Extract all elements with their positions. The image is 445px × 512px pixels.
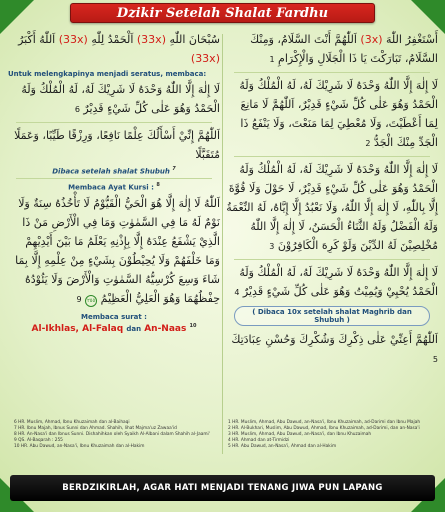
separator: [234, 156, 430, 157]
corner-ornament: [411, 0, 445, 34]
dzikir2-text: [226, 76, 438, 153]
footnote: 2 HR. Al-Bukhari, Muslim, Abu Dawud, Ahmad, Ibnu Khuzaimah, ad-Darimi, dan an-Nasa'i: [228, 426, 420, 431]
surah-name-b: An-Naas: [144, 323, 187, 334]
tahlil-text: [8, 80, 220, 119]
footnote-ref: 8: [156, 182, 160, 189]
footnote: 5 HR. Abu Dawud, an-Nasa'i, Ahmad dan al-Hakim: [228, 444, 337, 449]
right-footnotes: [228, 420, 438, 450]
footnote-ref: 3: [269, 242, 275, 251]
complete-label: Untuk melengkapinya menjadi seratus, membaca:: [8, 70, 207, 78]
dzikir3-line: لَا إِلٰهَ إِلَّا اللّٰهُ وَحْدَهُ لَا شَرِيْكَ لَهُ، لَهُ الْمُلْكُ وَلَهُ الْحَمْدُ وَهُوَ عَلٰى كُلِّ شَيْءٍ قَدِيْرٌ، لَا حَوْلَ وَلَا قُوَّةَ إِلَّا بِاللّٰهِ، لَا إِلٰهَ إِلَّا اللّٰهُ، وَلَا نَعْبُدُ إِلَّا إِيَّاهُ، لَهُ النِّعْمَةُ وَلَهُ الْفَضْلُ وَلَهُ الثَّنَاءُ الْحَسَنُ، لَا إِلٰهَ إِلَّا اللّٰهُ مُخْلِصِيْنَ لَهُ الدِّيْنَ وَلَوْ كَرِهَ الْكَافِرُوْنَ: [226, 163, 438, 252]
footnote: 7 HR. Ibnu Majah, Ibnus Sunni dan Ahmad. Shahih, lihat Majma'uz Zawaa'id: [14, 426, 177, 431]
closing-dua-text: [226, 330, 438, 369]
page-title: Dzikir Setelah Shalat Fardhu: [116, 5, 329, 21]
dzikir4-text: [226, 263, 438, 302]
footer-text: BERDZIKIRLAH, AGAR HATI MENJADI TENANG JIWA PUN LAPANG: [62, 483, 383, 493]
footnote: 3 HR. Muslim, Ahmad, Abu Dawud, an-Nasa'i, dan Ibnu Khuzaimah: [228, 432, 372, 437]
dzikir2-line: لَا إِلٰهَ إِلَّا اللّٰهُ وَحْدَهُ لَا شَرِيْكَ لَهُ، لَهُ الْمُلْكُ وَلَهُ الْحَمْدُ وَهُوَ عَلٰى كُلِّ شَيْءٍ قَدِيْرٌ، اَللّٰهُمَّ لَا مَانِعَ لِمَا أَعْطَيْتَ، وَلَا مُعْطِيَ لِمَا مَنَعْتَ، وَلَا يَنْفَعُ ذَا الْجَدِّ مِنْكَ الْجَدُّ: [239, 79, 438, 149]
subuh-dua-line: اَللّٰهُمَّ إِنِّيْ أَسْأَلُكَ عِلْمًا نَافِعًا، وَرِزْقًا طَيِّبًا، وَعَمَلًا مُتَقَبَّلًا: [14, 129, 220, 161]
subuh-dua-text: [8, 126, 220, 164]
tahlil-line: لَا إِلٰهَ إِلَّا اللّٰهُ وَحْدَهُ لَا شَرِيْكَ لَهُ، لَهُ الْمُلْكُ وَلَهُ الْحَمْدُ وَهُوَ عَلٰى كُلِّ شَيْءٍ قَدِيْرٌ: [21, 83, 220, 115]
ayat-kursi-text: [8, 194, 220, 309]
tasbih-line: سُبْحَانَ اللّٰهِ (33x) اَلْحَمْدُ لِلّٰهِ (33x) اَللّٰهُ أَكْبَرُ (33x): [18, 33, 220, 65]
footnote: 1 HR. Muslim, Ahmad, Abu Dawud, an-Nasa'i, Ibnu Khuzaimah, ad-Darimi dan Ibnu Majah: [228, 420, 421, 425]
separator: [16, 122, 212, 123]
footer-banner: [10, 475, 435, 501]
footnote-ref: 1: [269, 55, 275, 64]
maghrib-note: ( Dibaca 10x setelah shalat Maghrib dan Shubuh ): [234, 306, 430, 326]
footnote: 8 HR. An-Nasa'i dan Ibnus Sunni. Dishahihkan oleh Syaikh Al-Albani dalam Shahih al-Jaami': [14, 432, 210, 437]
subuh-label: [8, 166, 220, 175]
surah-and: dan: [126, 324, 142, 333]
tasbih-text: [8, 30, 220, 68]
footnote-ref: 5: [432, 355, 438, 364]
footnote: 4 HR. Ahmad dan at-Tirmidzi: [228, 438, 290, 443]
footnote-ref: 10: [189, 322, 197, 329]
separator: [234, 72, 430, 73]
separator: [16, 178, 212, 179]
column-divider: [222, 34, 223, 454]
istighfar-line: أَسْتَغْفِرُ اللّٰهَ (3x) اَللّٰهُمَّ أَنْتَ السَّلَامُ، وَمِنْكَ السَّلَامُ، تَبَارَكْتَ يَا ذَا الْجَلَالِ وَالْإِكْرَامِ: [250, 33, 438, 65]
ayat-kursi-line: اَللّٰهُ لَا إِلٰهَ إِلَّا هُوَ الْحَيُّ الْقَيُّوْمُ لَا تَأْخُذُهُ سِنَةٌ وَلَا نَوْمٌ لَهُ مَا فِي السَّمٰوٰتِ وَمَا فِي الْأَرْضِ مَنْ ذَا الَّذِيْ يَشْفَعُ عِنْدَهُ إِلَّا بِإِذْنِهِ يَعْلَمُ مَا بَيْنَ أَيْدِيْهِمْ وَمَا خَلْفَهُمْ وَلَا يُحِيْطُوْنَ بِشَيْءٍ مِنْ عِلْمِهِ إِلَّا بِمَا شَاءَ وَسِعَ كُرْسِيُّهُ السَّمٰوٰتِ وَالْأَرْضَ وَلَا يَئُوْدُهُ حِفْظُهُمَا وَهُوَ الْعَلِيُّ الْعَظِيْمُ: [15, 196, 220, 305]
surah-name-a: Al-Ikhlas, Al-Falaq: [31, 323, 124, 334]
ayah-number-icon: ٢٥٥: [85, 295, 97, 307]
left-column: [8, 30, 220, 462]
title-banner: [70, 3, 375, 23]
footnote: 10 HR. Abu Dawud, an-Nasa'i, Ibnu Khuzaimah dan al-Hakim: [14, 444, 145, 449]
left-footnotes: [14, 420, 219, 450]
footnote-ref: 7: [172, 166, 176, 172]
dzikir4-line: لَا إِلٰهَ إِلَّا اللّٰهُ وَحْدَهُ لَا شَرِيْكَ لَهُ، لَهُ الْمُلْكُ وَلَهُ الْحَمْدُ يُحْيِيْ وَيُمِيْتُ وَهُوَ عَلٰى كُلِّ شَيْءٍ قَدِيْرٌ: [239, 266, 438, 298]
footnote-ref: 2: [365, 139, 371, 148]
surah-names: [8, 323, 220, 334]
footnote-ref: 4: [234, 288, 240, 297]
separator: [234, 259, 430, 260]
footnote: 9 QS. Al-Baqarah : 255: [14, 438, 63, 443]
closing-dua-line: اَللّٰهُمَّ أَعِنِّيْ عَلٰى ذِكْرِكَ وَشُكْرِكَ وَحُسْنِ عِبَادَتِكَ: [231, 333, 438, 346]
corner-ornament: [0, 0, 34, 34]
footnote: 6 HR. Muslim, Ahmad, Ibnu Khuzaimah dan al-Baihaqi: [14, 420, 130, 425]
subuh-label-text: Dibaca setelah shalat Shubuh: [52, 167, 170, 176]
footnote-ref: 9: [76, 294, 82, 304]
footnote-ref: 6: [74, 105, 80, 114]
kursi-label: [8, 182, 220, 191]
kursi-label-text: Membaca Ayat Kursi :: [68, 183, 154, 192]
right-column: [226, 30, 438, 462]
surah-label: Membaca surat :: [81, 312, 147, 321]
dzikir3-text: [226, 160, 438, 256]
istighfar-text: [226, 30, 438, 69]
